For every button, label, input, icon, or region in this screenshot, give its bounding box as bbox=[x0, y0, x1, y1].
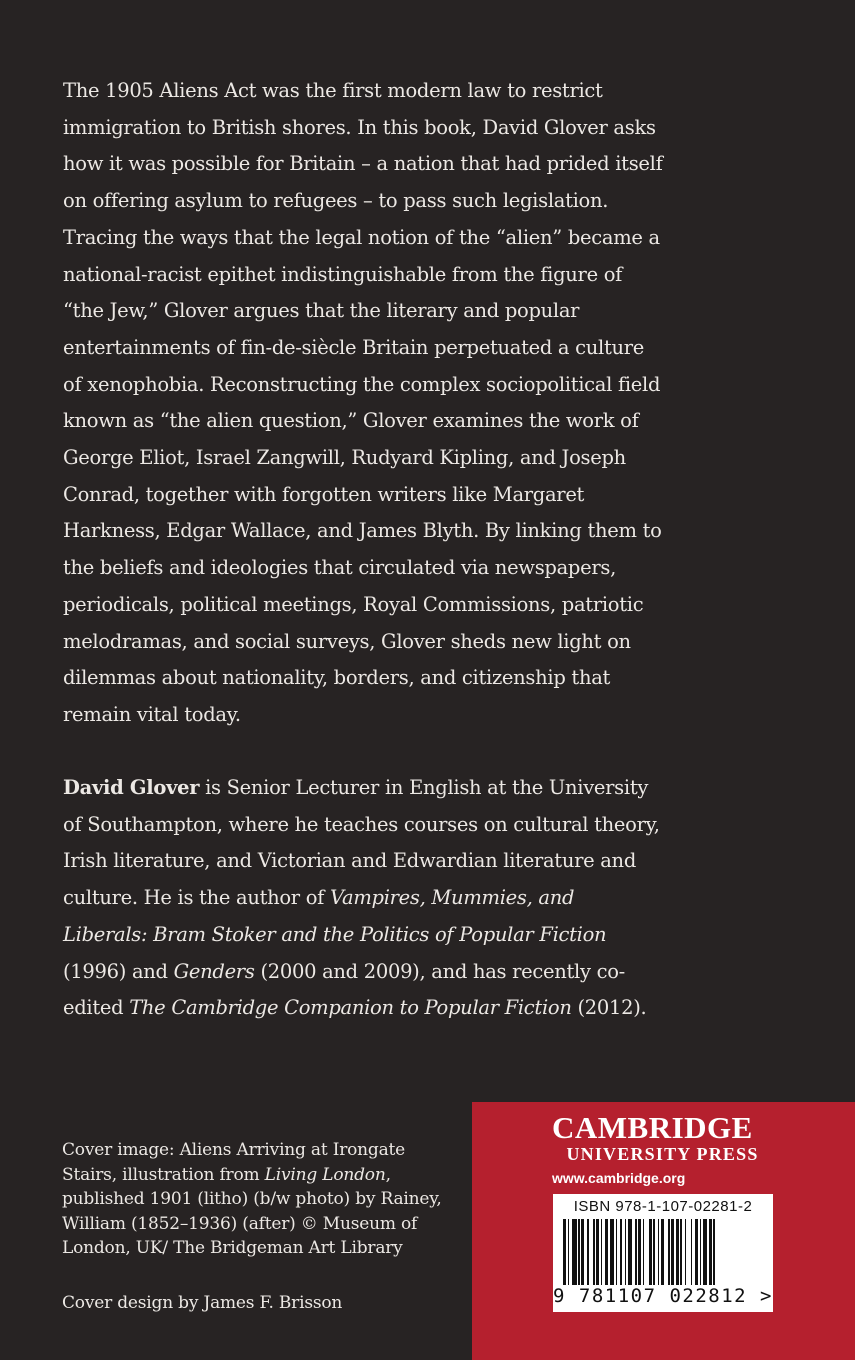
barcode-bars bbox=[563, 1219, 763, 1285]
book-title-genders: Genders bbox=[173, 959, 255, 983]
publisher-logo-name: CAMBRIDGE bbox=[552, 1110, 753, 1145]
isbn-barcode bbox=[553, 1194, 773, 1312]
author-name: David Glover bbox=[63, 776, 200, 799]
credit-source-title: Living London bbox=[264, 1164, 386, 1185]
credit-text-2: , published 1901 (litho) (b/w photo) by Rainey, William (1852–1936) (after) © Museum of London, UK/ The Bridgeman Art Library bbox=[62, 1164, 442, 1258]
cover-design-credit: Cover design by James F. Brisson bbox=[62, 1293, 343, 1313]
cover-image-credit bbox=[62, 1138, 452, 1261]
publisher-panel bbox=[472, 1102, 855, 1360]
publisher-logo-press: UNIVERSITY PRESS bbox=[566, 1144, 759, 1164]
book-title-companion: The Cambridge Companion to Popular Fiction bbox=[129, 996, 572, 1020]
book-description: The 1905 Aliens Act was the first modern law to restrict immigration to British shores. In this book, David Glover asks how it was possible for Britain – a nation that had prided itself on offering asylum to refugees – to pass such legislation. Tracing the ways that the legal notion of the “alien” became a national-racist epithet indistinguishable from the figure of “the Jew,” Glover argues that the literary and popular entertainments of fin-de-siècle Britain perpetuated a culture of xenophobia. Reconstructing the complex sociopolitical field known as “the alien question,” Glover examines the work of George Eliot, Israel Zangwill, Rudyard Kipling, and Joseph Conrad, together with forgotten writers like Margaret Harkness, Edgar Wallace, and James Blyth. By linking them to the beliefs and ideologies that circulated via newspapers, periodicals, political meetings, Royal Commissions, patriotic melodramas, and social surveys, Glover sheds new light on dilemmas about nationality, borders, and citizenship that remain vital today. bbox=[63, 79, 663, 726]
isbn-label: ISBN 978-1-107-02281-2 bbox=[573, 1198, 753, 1215]
book-title-vampires: Vampires, Mummies, and Liberals: Bram Stoker and the Politics of Popular Fiction bbox=[63, 886, 607, 946]
barcode-bar bbox=[715, 1219, 718, 1285]
bio-text-1: is Senior Lecturer in English at the University of Southampton, where he teaches courses on cultural theory, Irish literature, and Victorian and Edwardian literature and culture. He is the author of bbox=[63, 776, 660, 910]
barcode-digits: 9 781107 022812 > bbox=[553, 1285, 773, 1307]
bio-text-4: (2012). bbox=[571, 996, 647, 1020]
publisher-url: www.cambridge.org bbox=[552, 1170, 686, 1186]
credit-text-1: Cover image: Aliens Arriving at Irongate Stairs, illustration from bbox=[62, 1140, 406, 1185]
author-bio bbox=[63, 770, 663, 1027]
bio-text-2: (1996) and bbox=[63, 959, 174, 983]
bio-text-3: (2000 and 2009), and has recently co-edited bbox=[63, 959, 625, 1020]
